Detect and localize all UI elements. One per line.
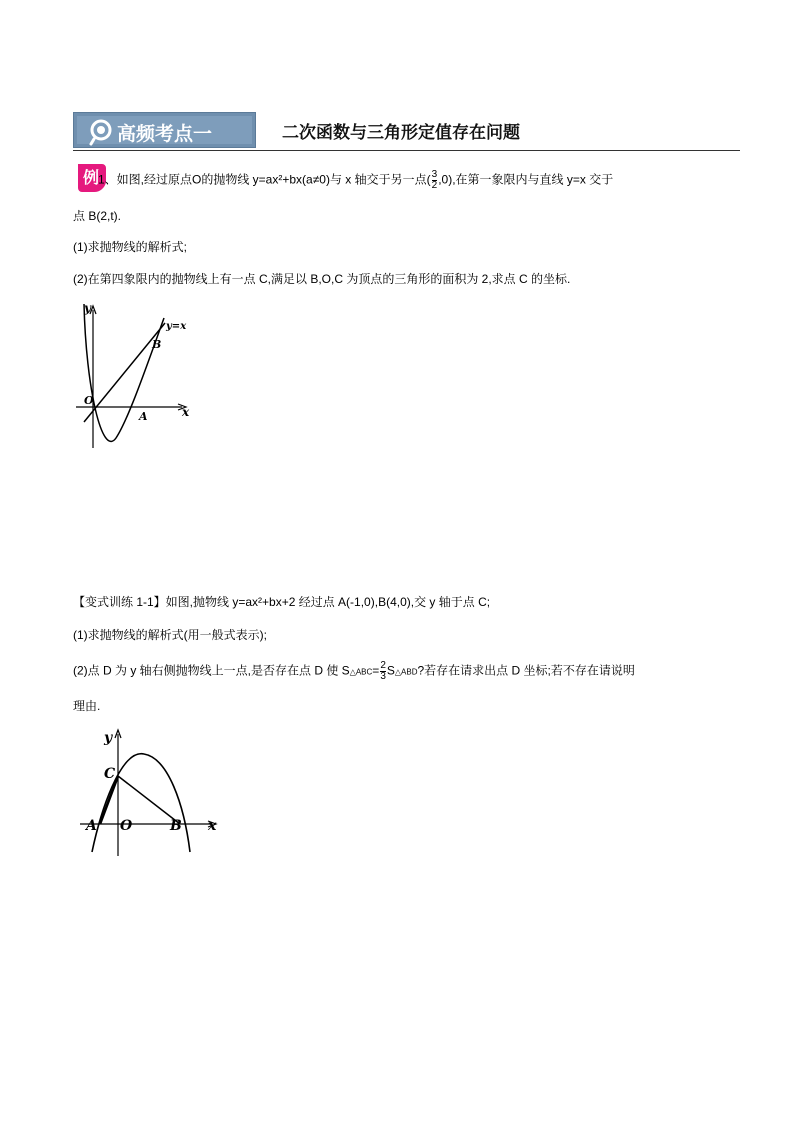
fraction-2-3: $\frac{2}{3}$ [380, 660, 386, 682]
magnifier-icon [88, 118, 116, 146]
fraction-3-2: $\frac{3}{2}$ [431, 169, 438, 191]
figure-1 [70, 298, 195, 450]
header-rule [73, 150, 740, 151]
fig2-label-y: y [104, 730, 113, 746]
variant-line1: 【变式训练 1-1】如图,抛物线 y=ax²+bx+2 经过点 A(-1,0),B(4,0),交 y 轴于点 C; [73, 595, 491, 609]
fig1-label-O: O [84, 394, 94, 407]
section-header [73, 112, 740, 152]
fig2-label-A: A [86, 818, 97, 834]
example-q1: (1)求抛物线的解析式; [73, 240, 188, 254]
section-badge [73, 112, 256, 148]
fig2-label-C: C [104, 766, 116, 782]
example-line1: 1、如图,经过原点O的抛物线 y=ax²+bx(a≠0)与 x 轴交于另一点( $\frac{3}{2}$ ,0),在第一象限内与直线 y=x 交于 [98, 169, 614, 191]
variant-q2-cont: 理由. [73, 699, 101, 713]
fig1-label-x: x [182, 405, 190, 419]
fig2-label-O: O [120, 818, 133, 834]
variant-q1: (1)求抛物线的解析式(用一般式表示); [73, 628, 267, 642]
fig1-label-line: y=x [166, 321, 187, 332]
fig1-label-y: y [84, 301, 91, 315]
fig1-label-A: A [139, 410, 148, 423]
fig2-label-x: x [208, 818, 217, 834]
figure-2 [80, 724, 225, 858]
example-mark: 例 [82, 168, 100, 187]
badge-label: 高频考点一 [117, 123, 213, 145]
section-title: 二次函数与三角形定值存在问题 [282, 123, 520, 143]
fig1-label-B: B [152, 338, 162, 351]
variant-q2: (2)点 D 为 y 轴右侧抛物线上一点,是否存在点 D 使 S△ABC= $\frac{2}{3}$ S△ABD?若存在请求出点 D 坐标;若不存在请说明 [73, 660, 635, 682]
example-q2: (2)在第四象限内的抛物线上有一点 C,满足以 B,O,C 为顶点的三角形的面积为 2,求点 C 的坐标. [73, 272, 571, 286]
fig2-label-B: B [170, 818, 182, 834]
example-line2: 点 B(2,t). [73, 209, 122, 223]
